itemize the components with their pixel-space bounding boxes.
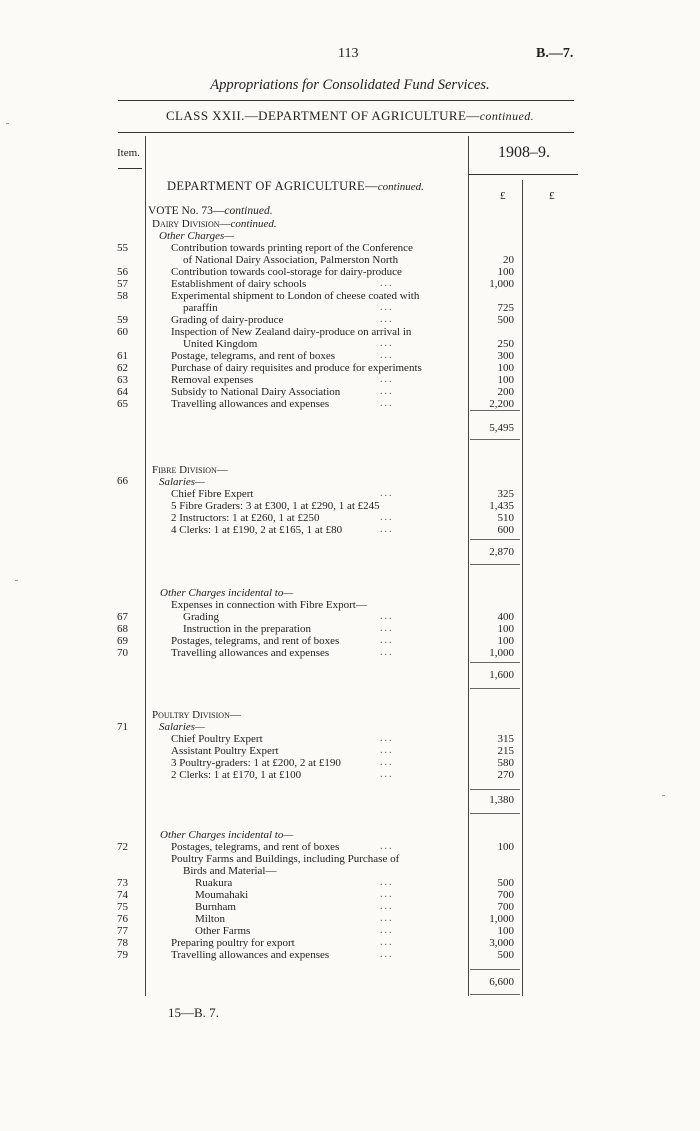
row-description: 2 Instructors: 1 at £260, 1 at £250 [171,512,320,524]
item-number: 79 [117,949,128,961]
poultry-other-total: 6,600 [489,976,514,988]
row-description: 2 Clerks: 1 at £170, 1 at £100 [171,769,302,781]
leader-dots: ... [380,512,394,523]
row-description: Postages, telegrams, and rent of boxes [171,635,340,647]
leader-dots: ... [380,524,394,535]
row-amount: 1,435 [489,500,514,512]
row-description: Grading [183,611,220,623]
row-amount: 250 [497,338,514,350]
item-column-header: Item. [117,147,140,159]
item-number: 55 [117,242,128,254]
row-description: Chief Fibre Expert [171,488,254,500]
row-amount: 510 [497,512,514,524]
row-description: Chief Poultry Expert [171,733,263,745]
dairy-division-title: Dairy Division— [152,218,231,230]
leader-dots: ... [380,374,394,385]
item-number: 69 [117,635,128,647]
page-number: 113 [338,46,359,61]
row-amount: 100 [497,635,514,647]
row-amount: 500 [497,949,514,961]
leader-dots: ... [380,350,394,361]
poultry-division-heading: Poultry Division— [152,709,241,721]
poultry-total-underline [470,813,520,814]
dairy-division-heading [152,218,277,230]
fibre-item-number: 66 [117,475,128,487]
leader-dots: ... [380,841,394,852]
row-description: Purchase of dairy requisites and produce for experiments [171,362,422,374]
scan-mark [15,580,18,581]
row-description: Contribution towards cool-storage for dairy-produce [171,266,402,278]
item-number: 60 [117,326,128,338]
fibre-other-total-rule [470,662,520,663]
page-title [0,77,700,94]
fibre-other-heading: Other Charges incidental to— [160,587,294,599]
row-amount: 100 [497,374,514,386]
leader-dots: ... [380,937,394,948]
vote-heading [148,205,273,217]
scan-mark [662,795,665,796]
row-amount: 270 [497,769,514,781]
leader-dots: ... [380,635,394,646]
leader-dots: ... [380,398,394,409]
row-description: Establishment of dairy schools [171,278,307,290]
row-amount: 100 [497,362,514,374]
dairy-total-underline [470,439,520,440]
year-column-header: 1908–9. [498,144,550,161]
item-number: 68 [117,623,128,635]
row-description: Inspection of New Zealand dairy-produce on arrival in [171,326,412,338]
row-amount: 2,200 [489,398,514,410]
row-amount: 100 [497,925,514,937]
leader-dots: ... [380,949,394,960]
row-description: Subsidy to National Dairy Association [171,386,341,398]
item-number: 61 [117,350,128,362]
row-amount: 1,000 [489,913,514,925]
row-amount: 600 [497,524,514,536]
item-number: 78 [117,937,128,949]
poultry-item-number: 71 [117,721,128,733]
row-description: Travelling allowances and expenses [171,398,330,410]
row-description: Moumahaki [195,889,249,901]
row-amount: 100 [497,841,514,853]
leader-dots: ... [380,623,394,634]
currency-column-2: £ [549,190,555,202]
item-number: 56 [117,266,128,278]
leader-dots: ... [380,302,394,313]
leader-dots: ... [380,889,394,900]
leader-dots: ... [380,386,394,397]
item-number: 65 [117,398,128,410]
fibre-other-subheading: Expenses in connection with Fibre Export— [171,599,367,611]
item-number: 76 [117,913,128,925]
row-amount: 580 [497,757,514,769]
currency-column-1: £ [500,190,506,202]
leader-dots: ... [380,488,394,499]
dairy-total-rule [470,410,520,411]
amount-column-divider-mid [522,180,523,996]
row-description: Experimental shipment to London of cheese coated with [171,290,420,302]
item-header-rule [118,168,142,169]
leader-dots: ... [380,647,394,658]
class-title-text: CLASS XXII.—DEPARTMENT OF AGRICULTURE— [165,108,480,123]
page-signature: 15—B. 7. [168,1005,219,1020]
row-description: Grading of dairy-produce [171,314,284,326]
row-description: 5 Fibre Graders: 3 at £300, 1 at £290, 1 at £245 [171,500,380,512]
row-amount: 1,000 [489,647,514,659]
item-number: 77 [117,925,128,937]
amount-column-divider-left [468,136,469,996]
row-amount: 3,000 [489,937,514,949]
fibre-total-rule [470,539,520,540]
class-rule [118,132,574,133]
poultry-subheading: Salaries— [159,721,205,733]
dairy-division-suffix: continued. [230,218,277,230]
row-description: Assistant Poultry Expert [171,745,279,757]
item-number: 75 [117,901,128,913]
row-amount: 300 [497,350,514,362]
leader-dots: ... [380,757,394,768]
row-description: Other Farms [195,925,251,937]
row-amount: 725 [497,302,514,314]
dairy-total: 5,495 [489,422,514,434]
dairy-subheading: Other Charges— [159,230,235,242]
row-description: Milton [195,913,225,925]
row-description: Postage, telegrams, and rent of boxes [171,350,336,362]
vote-suffix: continued. [224,205,273,217]
leader-dots: ... [380,278,394,289]
poultry-other-heading: Other Charges incidental to— [160,829,294,841]
leader-dots: ... [380,877,394,888]
fibre-salaries-total: 2,870 [489,546,514,558]
fibre-other-total: 1,600 [489,669,514,681]
row-amount: 1,000 [489,278,514,290]
vote-label: VOTE No. 73— [148,205,225,217]
row-description: Travelling allowances and expenses [171,949,330,961]
row-amount: 700 [497,901,514,913]
row-description: United Kingdom [183,338,258,350]
item-number: 70 [117,647,128,659]
row-description: Birds and Material— [183,865,277,877]
department-heading [167,179,424,194]
row-amount: 500 [497,314,514,326]
class-title [0,108,700,124]
row-description: Travelling allowances and expenses [171,647,330,659]
document-reference: B.—7. [536,46,574,61]
row-description: Ruakura [195,877,233,889]
poultry-other-total-rule [470,969,520,970]
row-amount: 215 [497,745,514,757]
row-description: Contribution towards printing report of the Conference [171,242,413,254]
department-name: DEPARTMENT OF AGRICULTURE— [167,179,378,193]
row-amount: 400 [497,611,514,623]
scan-mark [6,123,9,124]
item-number: 67 [117,611,128,623]
item-column-divider [145,136,146,996]
row-amount: 20 [503,254,514,266]
fibre-subheading: Salaries— [159,476,205,488]
fibre-division-heading: Fibre Division— [152,464,228,476]
item-number: 64 [117,386,128,398]
page-title-text: Appropriations for Consolidated Fund Services. [210,77,490,93]
fibre-other-total-underline [470,688,520,689]
item-number: 74 [117,889,128,901]
row-description: 4 Clerks: 1 at £190, 2 at £165, 1 at £80 [171,524,343,536]
row-description: 3 Poultry-graders: 1 at £200, 2 at £190 [171,757,341,769]
item-number: 72 [117,841,128,853]
row-description: Postages, telegrams, and rent of boxes [171,841,340,853]
poultry-other-total-underline [470,994,520,995]
item-number: 73 [117,877,128,889]
leader-dots: ... [380,913,394,924]
leader-dots: ... [380,769,394,780]
leader-dots: ... [380,338,394,349]
leader-dots: ... [380,901,394,912]
leader-dots: ... [380,611,394,622]
leader-dots: ... [380,925,394,936]
row-description: Removal expenses [171,374,254,386]
department-suffix: continued. [377,181,424,193]
row-description: Poultry Farms and Buildings, including Purchase of [171,853,400,865]
row-amount: 100 [497,623,514,635]
year-header-rule [468,174,578,175]
row-description: paraffin [183,302,218,314]
row-amount: 500 [497,877,514,889]
poultry-salaries-total: 1,380 [489,794,514,806]
row-description: of National Dairy Association, Palmerston North [183,254,399,266]
row-amount: 200 [497,386,514,398]
item-number: 62 [117,362,128,374]
poultry-total-rule [470,789,520,790]
row-amount: 315 [497,733,514,745]
row-amount: 100 [497,266,514,278]
leader-dots: ... [380,745,394,756]
row-description: Preparing poultry for export [171,937,295,949]
row-description: Burnham [195,901,236,913]
class-title-suffix: continued. [479,109,535,123]
leader-dots: ... [380,733,394,744]
fibre-total-underline [470,564,520,565]
leader-dots: ... [380,314,394,325]
row-amount: 700 [497,889,514,901]
item-number: 57 [117,278,128,290]
header-rule [118,100,574,101]
item-number: 63 [117,374,128,386]
row-amount: 325 [497,488,514,500]
item-number: 58 [117,290,128,302]
item-number: 59 [117,314,128,326]
row-description: Instruction in the preparation [183,623,311,635]
